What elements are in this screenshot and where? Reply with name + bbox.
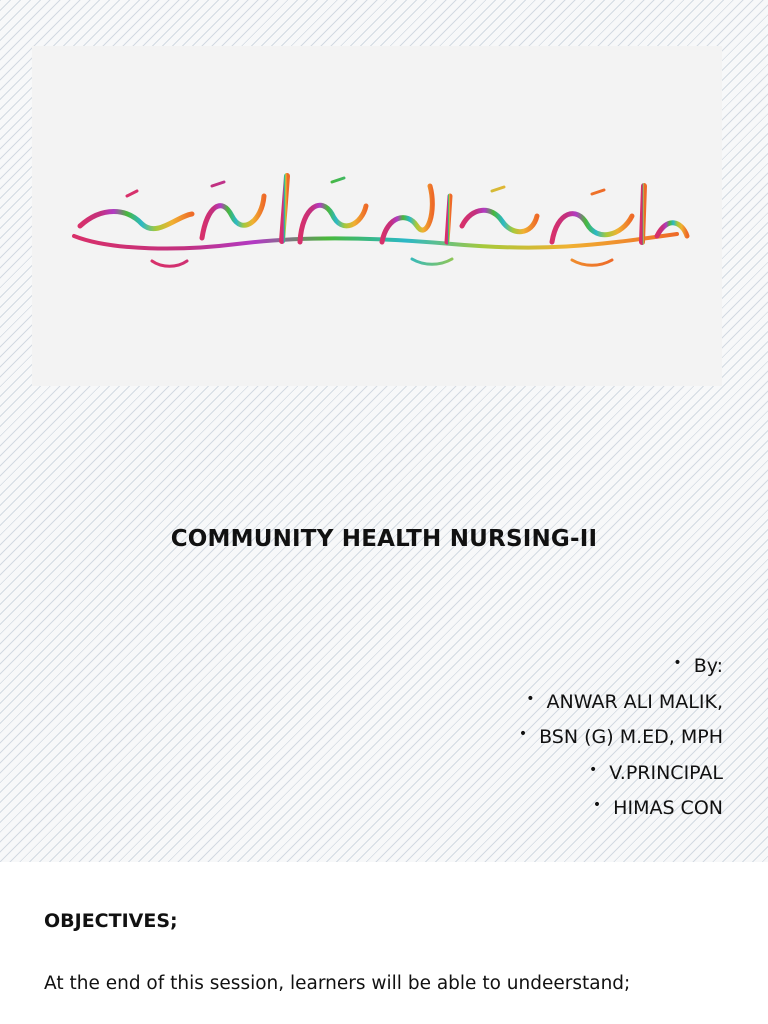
bullet-icon: • xyxy=(518,726,528,742)
bullet-icon: • xyxy=(526,690,535,707)
byline-item xyxy=(519,682,723,718)
byline-item-text: By: xyxy=(693,655,723,677)
calligraphy-artwork xyxy=(32,46,722,386)
objectives-intro-text: At the end of this session, learners will be able to undeerstand; xyxy=(44,973,631,994)
byline-item xyxy=(519,788,723,824)
byline-item xyxy=(519,753,723,789)
author-bullet-list xyxy=(519,646,723,824)
byline-item-text: ANWAR ALI MALIK, xyxy=(546,690,723,713)
bullet-icon: • xyxy=(673,655,682,671)
byline-item-text: BSN (G) M.ED, MPH xyxy=(539,726,723,748)
byline-item-text: V.PRINCIPAL xyxy=(609,761,723,784)
slide-title: COMMUNITY HEALTH NURSING-II xyxy=(170,526,598,552)
objectives-heading: OBJECTIVES; xyxy=(44,910,178,932)
bullet-icon: • xyxy=(588,761,598,778)
byline-item-text: HIMAS CON xyxy=(613,797,723,819)
byline-item xyxy=(519,717,723,753)
byline-item xyxy=(519,646,723,682)
bullet-icon: • xyxy=(592,797,602,813)
bismillah-calligraphy-image xyxy=(32,46,722,386)
